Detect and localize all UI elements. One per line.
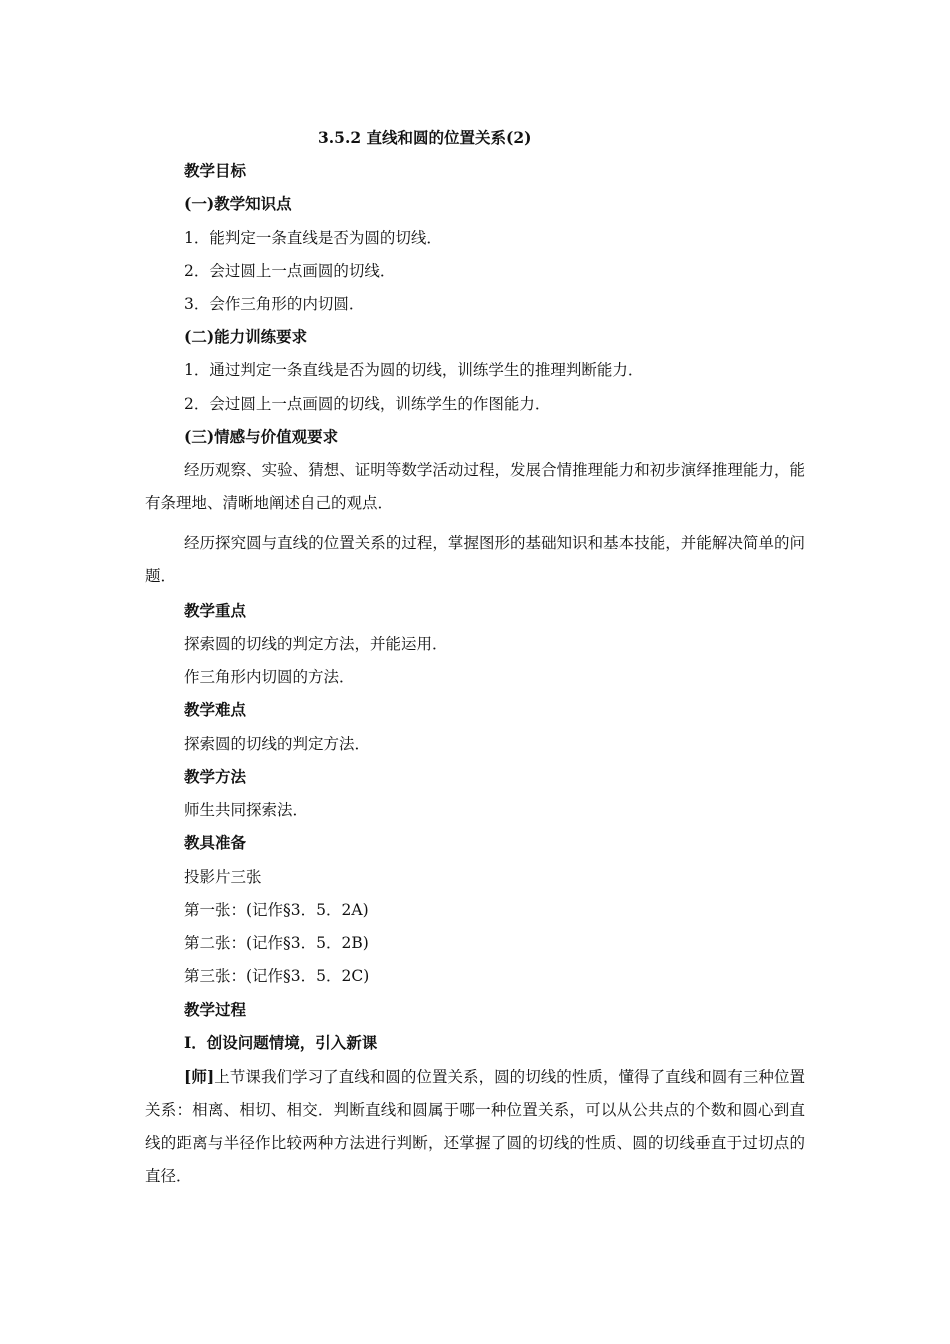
knowledge-item: 1．能判定一条直线是否为圆的切线．	[184, 229, 442, 247]
tools-item: 投影片三张	[184, 868, 262, 886]
knowledge-item: 3．会作三角形的内切圆．	[184, 295, 365, 313]
tools-item: 第一张：(记作§3．5．2A)	[184, 901, 369, 919]
tools-item: 第三张：(记作§3．5．2C)	[184, 967, 370, 985]
difficulty-item: 探索圆的切线的判定方法．	[184, 735, 371, 753]
process-paragraph	[145, 1060, 805, 1193]
subsection-heading-emotion: (三)情感与价值观要求	[184, 427, 339, 446]
section-heading-key-points: 教学重点	[184, 601, 247, 620]
subsection-heading-knowledge: (一)教学知识点	[184, 194, 292, 213]
ability-item: 2．会过圆上一点画圆的切线，训练学生的作图能力．	[184, 395, 551, 413]
process-paragraph-text: 上节课我们学习了直线和圆的位置关系，圆的切线的性质，懂得了直线和圆有三种位置关系：相离、相切、相交．判断直线和圆属于哪一种位置关系，可以从公共点的个数和圆心到直线的距离与半径作比较两种方法进行判断，还掌握了圆的切线的性质、圆的切线垂直于过切点的直径．	[145, 1068, 805, 1185]
ability-item: 1．通过判定一条直线是否为圆的切线，训练学生的推理判断能力．	[184, 361, 644, 379]
key-point-item: 探索圆的切线的判定方法，并能运用．	[184, 635, 448, 653]
knowledge-item: 2．会过圆上一点画圆的切线．	[184, 262, 396, 280]
section-heading-goals: 教学目标	[184, 161, 247, 180]
section-heading-tools: 教具准备	[184, 833, 247, 852]
subsection-heading-ability: (二)能力训练要求	[184, 327, 308, 346]
tools-item: 第二张：(记作§3．5．2B)	[184, 934, 369, 952]
section-heading-difficulty: 教学难点	[184, 700, 247, 719]
subsection-heading-process-1: Ⅰ．创设问题情境，引入新课	[184, 1033, 378, 1052]
document-title: 3.5.2 直线和圆的位置关系(2)	[318, 128, 532, 147]
method-item: 师生共同探索法．	[184, 801, 309, 819]
section-heading-method: 教学方法	[184, 767, 247, 786]
section-heading-process: 教学过程	[184, 1000, 247, 1019]
emotion-paragraph: 经历观察、实验、猜想、证明等数学活动过程，发展合情推理能力和初步演绎推理能力，能有条理地、清晰地阐述自己的观点．	[145, 461, 805, 512]
emotion-paragraph: 经历探究圆与直线的位置关系的过程，掌握图形的基础知识和基本技能，并能解决简单的问题．	[145, 534, 805, 585]
key-point-item: 作三角形内切圆的方法．	[184, 668, 355, 686]
speaker-label: [师]	[184, 1067, 215, 1086]
